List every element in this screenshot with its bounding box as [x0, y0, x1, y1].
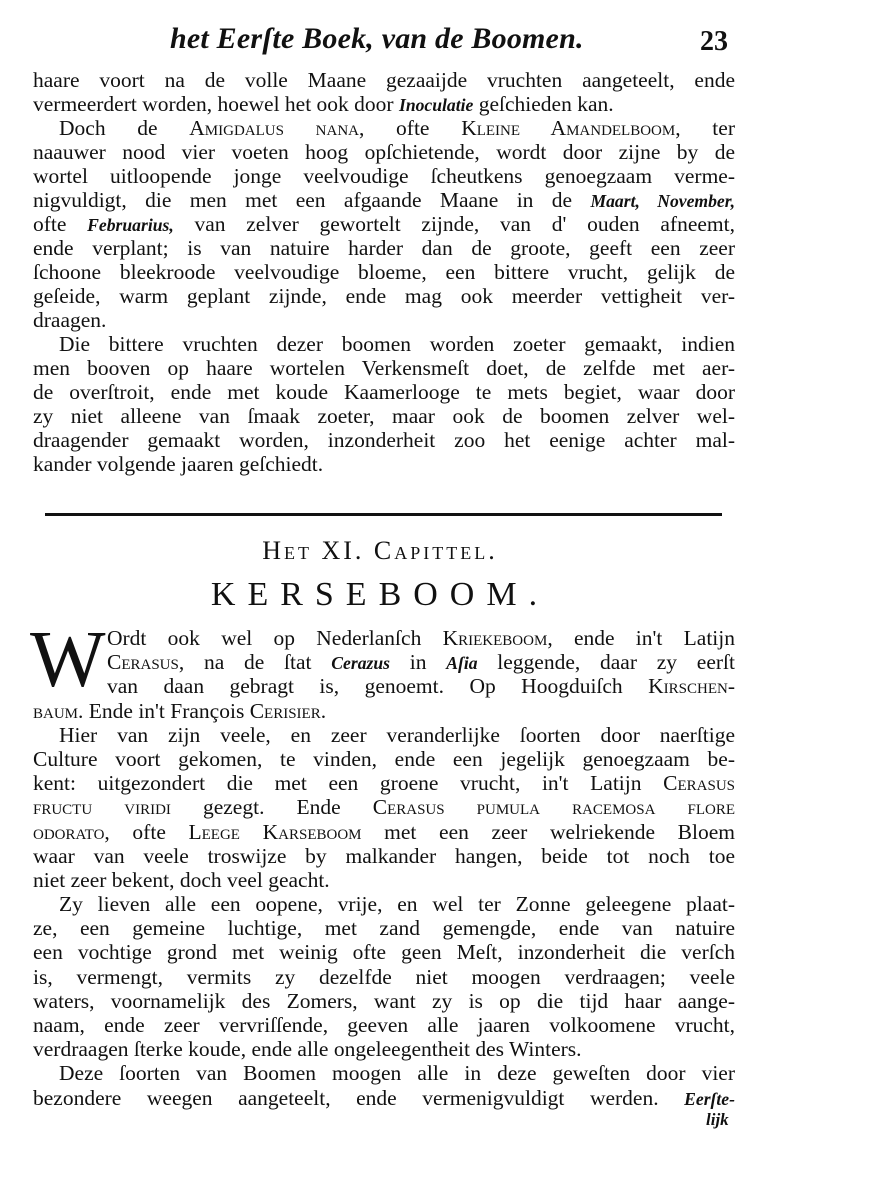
- text-segment: , ofte: [104, 819, 189, 844]
- text-segment: nigvuldigt, die men met een afgaande Maane in de: [33, 188, 591, 212]
- text-segment: Hier van zijn veele, en zeer veranderlijke ſoorten door naerſtige: [59, 722, 735, 747]
- small-caps-text: Cerisier.: [249, 698, 327, 723]
- text-line: [33, 452, 735, 476]
- text-segment: ofte: [33, 212, 88, 236]
- text-line: [33, 844, 735, 868]
- text-segment: gezegt. Ende: [170, 795, 373, 820]
- small-caps-text: Kleine Amandelboom: [461, 116, 676, 140]
- text-line: [33, 92, 735, 116]
- text-line: [33, 1037, 735, 1061]
- text-segment: zy niet alleene van ſmaak zoeter, maar ook de boomen zelver wel-: [33, 404, 735, 428]
- text-segment: verdraagen ſterke koude, ende alle ongeleegentheit des Winters.: [33, 1037, 582, 1062]
- text-line: [33, 965, 735, 989]
- small-caps-text: odorato: [33, 819, 105, 844]
- text-segment: , ter: [675, 116, 735, 140]
- text-segment: van daan gebragt is, genoemt. Op Hoogduiſch: [107, 674, 649, 699]
- text-segment: kent: uitgezondert die met een groene vrucht, in't Latijn: [33, 771, 664, 796]
- text-line: [33, 380, 735, 404]
- text-segment: bezondere weegen aangeteelt, ende vermenigvuldigt werden.: [33, 1085, 685, 1110]
- section-divider: [45, 513, 722, 516]
- chapter-heading: Het XI. Capittel.: [262, 536, 498, 565]
- text-segment: is, vermengt, vermits zy dezelfde niet moogen verdraagen; veele: [33, 964, 735, 989]
- italic-text: Maart, November,: [590, 191, 735, 211]
- text-line: [33, 820, 735, 844]
- text-line: [33, 650, 735, 674]
- text-line: [33, 332, 735, 356]
- text-line: [33, 164, 735, 188]
- text-segment: de overſtroit, ende met koude Kaamerlooge te mets begiet, waar door: [33, 380, 735, 404]
- text-segment: leggende, daar zy eerſt: [477, 650, 735, 675]
- small-caps-text: Kriekeboom: [442, 626, 548, 650]
- text-line: [33, 428, 735, 452]
- small-caps-text: Cerasus pumula racemosa flore: [372, 795, 735, 820]
- text-line: [33, 892, 735, 916]
- running-head: het Eerſte Boek, van de Boomen.: [170, 22, 584, 55]
- text-segment: vermeerdert worden, hoewel het ook door: [33, 92, 399, 116]
- text-segment: , na de ſtat: [178, 650, 332, 675]
- text-segment: waar van veele troswijze by malkander hangen, beide tot noch toe: [33, 843, 735, 868]
- catchword: lijk: [706, 1110, 729, 1129]
- text-line: [33, 356, 735, 380]
- text-segment: wortel uitloopende jonge veelvoudige ſcheutkens genoegzaam verme-: [33, 164, 735, 188]
- text-segment: haare voort na de volle Maane gezaaijde vruchten aangeteelt, ende: [33, 68, 735, 92]
- text-segment: Ordt ook wel op Nederlanſch: [107, 626, 443, 650]
- small-caps-text: Leege Karseboom: [188, 819, 362, 844]
- text-segment: draagen.: [33, 308, 107, 332]
- text-line: [33, 989, 735, 1013]
- text-segment: Zy lieven alle een oopene, vrije, en wel ter Zonne geleegene plaat-: [59, 892, 735, 917]
- drop-cap: W: [30, 616, 106, 704]
- text-line: [33, 747, 735, 771]
- text-segment: naauwer nood vier voeten hoog opſchietende, wordt door zijne by de: [33, 140, 735, 164]
- text-line: [33, 723, 735, 747]
- text-line: [33, 795, 735, 819]
- text-segment: ſchoone bleekroode veelvoudige bloeme, een bittere vrucht, gelijk de: [33, 260, 735, 284]
- text-line: [33, 868, 735, 892]
- text-segment: niet zeer bekent, doch veel geacht.: [33, 867, 330, 892]
- small-caps-text: Amigdalus nana: [189, 116, 359, 140]
- text-segment: Doch de: [59, 116, 190, 140]
- text-segment: in: [390, 650, 447, 675]
- text-segment: , ende in't Latijn: [547, 626, 735, 650]
- text-line: [33, 212, 735, 236]
- text-segment: Deze ſoorten van Boomen moogen alle in deze geweſten door vier: [59, 1061, 735, 1086]
- text-segment: kander volgende jaaren geſchiedt.: [33, 452, 324, 476]
- text-line: [33, 68, 735, 92]
- text-block-continued: [33, 68, 735, 476]
- text-segment: van zelver gewortelt zijnde, van d' ouden afneemt,: [173, 212, 735, 236]
- text-segment: een vochtige grond met weinig ofte geen Meſt, inzonderheit die verſch: [33, 940, 735, 965]
- text-segment: , ofte: [358, 116, 462, 140]
- text-segment: ende verplant; is van natuire harder dan de groote, geeft een zeer: [33, 236, 735, 260]
- text-line: [33, 699, 735, 723]
- text-line: [33, 1086, 735, 1110]
- text-line: [33, 260, 735, 284]
- text-segment: Die bittere vruchten dezer boomen worden zoeter gemaakt, indien: [59, 332, 735, 356]
- text-block-chapter: [33, 626, 735, 1110]
- text-line: [33, 1013, 735, 1037]
- text-segment: met een zeer welriekende Bloem: [361, 819, 735, 844]
- text-segment: draagender gemaakt worden, inzonderheit zoo het eenige achter mal-: [33, 428, 735, 452]
- text-line: [33, 771, 735, 795]
- italic-text: Cerazus: [331, 653, 390, 674]
- chapter-title: KERSEBOOM.: [210, 576, 550, 613]
- small-caps-text: Kirschen-: [648, 674, 735, 699]
- text-segment: waters, voornamelijk des Zomers, want zy is op die tijd haar aange-: [33, 988, 735, 1013]
- text-segment: naam, ende zeer vervriſſende, geeven alle jaaren volkoomene vrucht,: [33, 1013, 735, 1037]
- italic-text: Inoculatie: [398, 95, 474, 115]
- italic-text: Februarius,: [87, 215, 174, 235]
- text-segment: geſeide, warm geplant zijnde, ende mag ook meerder vettigheit ver-: [33, 284, 735, 308]
- text-segment: ze, een gemeine luchtige, met zand gemengde, ende van natuire: [33, 916, 735, 941]
- text-line: [33, 140, 735, 164]
- page-number: 23: [700, 26, 728, 57]
- small-caps-text: Cerasus: [663, 771, 735, 796]
- small-caps-text: baum.: [33, 698, 84, 723]
- text-segment: geſchieden kan.: [473, 92, 614, 116]
- text-line: [33, 236, 735, 260]
- text-line: [33, 188, 735, 212]
- text-line: [33, 674, 735, 698]
- text-segment: men booven op haare wortelen Verkensmeſt doet, de zelfde met aer-: [33, 356, 735, 380]
- small-caps-text: fructu viridi: [33, 795, 171, 820]
- text-line: [33, 308, 735, 332]
- text-line: [33, 940, 735, 964]
- text-segment: Ende in't François: [83, 698, 250, 723]
- small-caps-text: Cerasus: [107, 650, 179, 675]
- text-line: [33, 284, 735, 308]
- text-segment: Culture voort gekomen, te vinden, ende een jegelijk genoegzaam be-: [33, 746, 735, 771]
- italic-text: Eerſte-: [684, 1088, 735, 1109]
- italic-text: Aſia: [446, 653, 478, 674]
- text-line: [33, 916, 735, 940]
- text-line: [33, 404, 735, 428]
- text-line: [33, 626, 735, 650]
- text-line: [33, 116, 735, 140]
- text-line: [33, 1061, 735, 1085]
